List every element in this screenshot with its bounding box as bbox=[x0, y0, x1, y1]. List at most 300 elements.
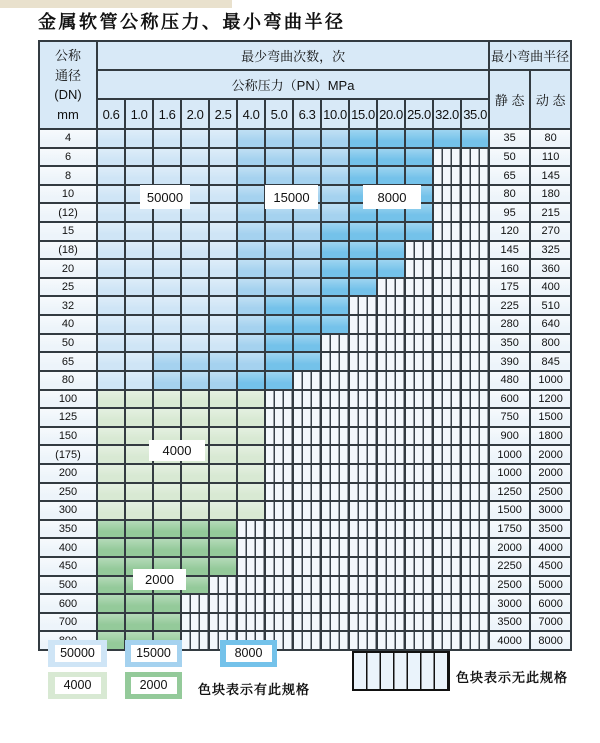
spec-cell-x bbox=[461, 148, 489, 167]
spec-cell-b3 bbox=[377, 241, 405, 260]
zone-label-2000: 2000 bbox=[133, 569, 186, 590]
spec-cell-g1 bbox=[181, 390, 209, 409]
dn-cell: 150 bbox=[39, 427, 97, 446]
table-row bbox=[39, 520, 571, 539]
spec-cell-b1 bbox=[97, 352, 125, 371]
spec-cell-b2 bbox=[237, 334, 265, 353]
dynamic-cell: 2500 bbox=[530, 483, 571, 502]
spec-cell-x bbox=[461, 371, 489, 390]
spec-cell-b1 bbox=[125, 352, 153, 371]
spec-cell-x bbox=[433, 445, 461, 464]
spec-cell-g1 bbox=[209, 445, 237, 464]
static-header: 静 态 bbox=[489, 70, 530, 129]
dynamic-cell: 845 bbox=[530, 352, 571, 371]
pressure-tick: 5.0 bbox=[265, 99, 293, 129]
spec-cell-x bbox=[461, 259, 489, 278]
pressure-tick: 35.0 bbox=[461, 99, 489, 129]
table-row bbox=[39, 352, 571, 371]
legend-value: 4000 bbox=[55, 677, 101, 694]
dynamic-cell: 8000 bbox=[530, 631, 571, 650]
spec-cell-x bbox=[433, 501, 461, 520]
spec-cell-x bbox=[349, 296, 377, 315]
spec-cell-x bbox=[237, 576, 265, 595]
table-row bbox=[39, 241, 571, 260]
spec-cell-b3 bbox=[349, 241, 377, 260]
spec-cell-b2 bbox=[237, 148, 265, 167]
spec-cell-x bbox=[349, 501, 377, 520]
spec-cell-b2 bbox=[293, 166, 321, 185]
spec-cell-b3 bbox=[461, 129, 489, 148]
dn-header-line: 通径 bbox=[54, 67, 81, 83]
static-cell: 1000 bbox=[489, 464, 530, 483]
spec-cell-g2 bbox=[153, 594, 181, 613]
spec-cell-x bbox=[433, 352, 461, 371]
dn-cell: 450 bbox=[39, 557, 97, 576]
spec-cell-x bbox=[377, 538, 405, 557]
spec-cell-x bbox=[349, 408, 377, 427]
spec-cell-b2 bbox=[237, 259, 265, 278]
spec-cell-x bbox=[433, 371, 461, 390]
spec-cell-x bbox=[433, 613, 461, 632]
dynamic-cell: 3000 bbox=[530, 501, 571, 520]
spec-cell-b3 bbox=[405, 166, 433, 185]
spec-cell-b1 bbox=[181, 334, 209, 353]
spec-cell-x bbox=[461, 185, 489, 204]
dn-cell: 10 bbox=[39, 185, 97, 204]
spec-cell-g2 bbox=[209, 557, 237, 576]
dn-cell: 100 bbox=[39, 390, 97, 409]
spec-cell-b2 bbox=[237, 296, 265, 315]
spec-cell-b2 bbox=[237, 222, 265, 241]
spec-cell-b3 bbox=[405, 222, 433, 241]
spec-cell-x bbox=[349, 594, 377, 613]
dn-cell: 50 bbox=[39, 334, 97, 353]
spec-cell-x bbox=[349, 390, 377, 409]
spec-cell-g2 bbox=[153, 538, 181, 557]
spec-cell-g1 bbox=[209, 483, 237, 502]
spec-cell-x bbox=[265, 557, 293, 576]
dynamic-header: 动 态 bbox=[530, 70, 571, 129]
spec-cell-b3 bbox=[405, 148, 433, 167]
spec-cell-b2 bbox=[265, 166, 293, 185]
dn-header-line: 公称 bbox=[54, 48, 81, 63]
dynamic-cell: 1000 bbox=[530, 371, 571, 390]
spec-cell-x bbox=[377, 408, 405, 427]
spec-cell-x bbox=[321, 594, 349, 613]
spec-cell-b1 bbox=[97, 129, 125, 148]
spec-cell-x bbox=[405, 445, 433, 464]
spec-cell-x bbox=[461, 352, 489, 371]
spec-cell-g1 bbox=[97, 445, 125, 464]
spec-cell-g1 bbox=[237, 483, 265, 502]
spec-cell-g1 bbox=[237, 445, 265, 464]
spec-cell-b1 bbox=[181, 148, 209, 167]
spec-cell-g2 bbox=[97, 576, 125, 595]
spec-cell-x bbox=[349, 520, 377, 539]
spec-cell-b3 bbox=[265, 352, 293, 371]
spec-cell-g1 bbox=[209, 501, 237, 520]
spec-cell-b3 bbox=[265, 315, 293, 334]
spec-cell-b1 bbox=[97, 222, 125, 241]
spec-cell-x bbox=[209, 576, 237, 595]
table-row bbox=[39, 631, 571, 650]
spec-cell-b1 bbox=[209, 241, 237, 260]
spec-cell-x bbox=[293, 501, 321, 520]
spec-cell-x bbox=[433, 408, 461, 427]
table-row bbox=[39, 613, 571, 632]
spec-cell-x bbox=[293, 390, 321, 409]
spec-cell-x bbox=[265, 576, 293, 595]
spec-cell-x bbox=[265, 408, 293, 427]
spec-cell-g2 bbox=[153, 520, 181, 539]
spec-cell-g1 bbox=[181, 464, 209, 483]
spec-cell-g1 bbox=[97, 501, 125, 520]
spec-cell-x bbox=[265, 594, 293, 613]
spec-cell-x bbox=[405, 241, 433, 260]
legend-swatch-8000 bbox=[220, 640, 277, 667]
spec-cell-b1 bbox=[209, 185, 237, 204]
table-row bbox=[39, 576, 571, 595]
dn-cell: 32 bbox=[39, 296, 97, 315]
spec-cell-b2 bbox=[265, 259, 293, 278]
spec-cell-x bbox=[461, 557, 489, 576]
dn-cell: 65 bbox=[39, 352, 97, 371]
table-row bbox=[39, 483, 571, 502]
spec-cell-b2 bbox=[321, 129, 349, 148]
dn-cell: 125 bbox=[39, 408, 97, 427]
spec-cell-g1 bbox=[153, 464, 181, 483]
dynamic-cell: 325 bbox=[530, 241, 571, 260]
spec-cell-b1 bbox=[209, 334, 237, 353]
static-cell: 145 bbox=[489, 241, 530, 260]
spec-cell-b3 bbox=[405, 129, 433, 148]
dynamic-cell: 800 bbox=[530, 334, 571, 353]
spec-cell-b3 bbox=[321, 222, 349, 241]
spec-cell-x bbox=[405, 371, 433, 390]
spec-cell-b1 bbox=[153, 278, 181, 297]
spec-cell-g2 bbox=[181, 520, 209, 539]
spec-cell-x bbox=[293, 594, 321, 613]
spec-cell-x bbox=[433, 259, 461, 278]
spec-cell-x bbox=[349, 576, 377, 595]
spec-cell-g2 bbox=[125, 613, 153, 632]
spec-cell-x bbox=[293, 427, 321, 446]
spec-cell-x bbox=[461, 613, 489, 632]
spec-cell-b1 bbox=[209, 315, 237, 334]
spec-cell-b1 bbox=[125, 371, 153, 390]
spec-cell-x bbox=[461, 576, 489, 595]
spec-cell-b3 bbox=[293, 296, 321, 315]
pressure-tick: 6.3 bbox=[293, 99, 321, 129]
spec-cell-g2 bbox=[125, 520, 153, 539]
zone-label-50000: 50000 bbox=[140, 185, 190, 209]
radius-header: 最小弯曲半径 bbox=[489, 41, 571, 70]
spec-cell-x bbox=[433, 334, 461, 353]
spec-cell-x bbox=[321, 352, 349, 371]
spec-table bbox=[38, 40, 572, 651]
spec-cell-x bbox=[461, 631, 489, 650]
spec-cell-b2 bbox=[153, 371, 181, 390]
table-row bbox=[39, 371, 571, 390]
spec-cell-b1 bbox=[97, 166, 125, 185]
pressure-tick: 4.0 bbox=[237, 99, 265, 129]
spec-cell-x bbox=[377, 390, 405, 409]
spec-cell-b3 bbox=[321, 278, 349, 297]
spec-cell-b3 bbox=[349, 129, 377, 148]
spec-cell-x bbox=[349, 538, 377, 557]
spec-cell-x bbox=[181, 631, 209, 650]
pressure-tick: 1.6 bbox=[153, 99, 181, 129]
spec-cell-x bbox=[321, 464, 349, 483]
dn-cell: 4 bbox=[39, 129, 97, 148]
spec-cell-x bbox=[321, 445, 349, 464]
spec-cell-x bbox=[433, 241, 461, 260]
spec-cell-b2 bbox=[237, 203, 265, 222]
spec-cell-x bbox=[321, 390, 349, 409]
spec-cell-x bbox=[433, 222, 461, 241]
spec-cell-b2 bbox=[293, 148, 321, 167]
pressure-tick: 2.0 bbox=[181, 99, 209, 129]
spec-cell-x bbox=[265, 427, 293, 446]
spec-cell-x bbox=[405, 464, 433, 483]
spec-cell-x bbox=[433, 203, 461, 222]
static-cell: 95 bbox=[489, 203, 530, 222]
legend-value: 15000 bbox=[131, 645, 177, 662]
spec-cell-x bbox=[433, 464, 461, 483]
pressure-tick: 25.0 bbox=[405, 99, 433, 129]
spec-cell-g1 bbox=[125, 501, 153, 520]
spec-cell-b1 bbox=[181, 166, 209, 185]
dynamic-cell: 1800 bbox=[530, 427, 571, 446]
spec-cell-b1 bbox=[209, 278, 237, 297]
spec-cell-x bbox=[433, 390, 461, 409]
static-cell: 3000 bbox=[489, 594, 530, 613]
dynamic-cell: 3500 bbox=[530, 520, 571, 539]
spec-cell-x bbox=[433, 148, 461, 167]
dynamic-cell: 4000 bbox=[530, 538, 571, 557]
spec-cell-x bbox=[321, 613, 349, 632]
dynamic-cell: 2000 bbox=[530, 464, 571, 483]
spec-cell-x bbox=[181, 594, 209, 613]
spec-cell-x bbox=[237, 538, 265, 557]
spec-cell-x bbox=[293, 538, 321, 557]
spec-cell-x bbox=[405, 352, 433, 371]
spec-cell-x bbox=[293, 520, 321, 539]
spec-cell-x bbox=[461, 520, 489, 539]
spec-cell-b2 bbox=[293, 222, 321, 241]
spec-cell-b1 bbox=[153, 241, 181, 260]
spec-cell-x bbox=[377, 501, 405, 520]
dynamic-cell: 4500 bbox=[530, 557, 571, 576]
spec-cell-x bbox=[293, 464, 321, 483]
spec-cell-g1 bbox=[97, 427, 125, 446]
spec-cell-b2 bbox=[237, 166, 265, 185]
spec-cell-x bbox=[181, 613, 209, 632]
spec-cell-g1 bbox=[153, 408, 181, 427]
dn-cell: 25 bbox=[39, 278, 97, 297]
spec-cell-x bbox=[377, 315, 405, 334]
spec-cell-x bbox=[293, 557, 321, 576]
spec-cell-x bbox=[461, 315, 489, 334]
spec-cell-x bbox=[405, 557, 433, 576]
legend-has-spec-text: 色块表示有此规格 bbox=[198, 682, 311, 697]
spec-cell-b1 bbox=[97, 334, 125, 353]
legend-value: 50000 bbox=[55, 645, 101, 662]
spec-cell-b1 bbox=[209, 129, 237, 148]
spec-cell-b1 bbox=[125, 166, 153, 185]
spec-cell-g2 bbox=[209, 538, 237, 557]
spec-cell-b1 bbox=[153, 148, 181, 167]
spec-cell-x bbox=[461, 538, 489, 557]
spec-cell-x bbox=[265, 520, 293, 539]
spec-cell-b1 bbox=[181, 222, 209, 241]
spec-cell-b3 bbox=[349, 259, 377, 278]
spec-cell-x bbox=[405, 427, 433, 446]
spec-cell-b1 bbox=[181, 315, 209, 334]
spec-cell-x bbox=[321, 483, 349, 502]
spec-cell-b1 bbox=[97, 296, 125, 315]
spec-cell-x bbox=[433, 594, 461, 613]
spec-cell-b1 bbox=[153, 166, 181, 185]
spec-cell-b1 bbox=[153, 129, 181, 148]
spec-cell-b2 bbox=[237, 278, 265, 297]
dn-cell: 500 bbox=[39, 576, 97, 595]
dn-cell: (18) bbox=[39, 241, 97, 260]
table-row bbox=[39, 464, 571, 483]
spec-cell-b3 bbox=[349, 166, 377, 185]
spec-cell-x bbox=[265, 483, 293, 502]
spec-cell-b1 bbox=[153, 334, 181, 353]
spec-cell-b1 bbox=[97, 185, 125, 204]
spec-cell-b3 bbox=[321, 241, 349, 260]
spec-cell-g1 bbox=[153, 390, 181, 409]
spec-cell-g1 bbox=[237, 390, 265, 409]
spec-cell-x bbox=[405, 278, 433, 297]
spec-cell-g1 bbox=[237, 464, 265, 483]
spec-cell-b1 bbox=[153, 315, 181, 334]
spec-cell-b1 bbox=[181, 129, 209, 148]
spec-cell-x bbox=[349, 427, 377, 446]
spec-cell-b3 bbox=[321, 315, 349, 334]
spec-cell-b3 bbox=[377, 259, 405, 278]
dn-cell: 15 bbox=[39, 222, 97, 241]
table-row bbox=[39, 557, 571, 576]
spec-cell-x bbox=[405, 501, 433, 520]
spec-cell-g2 bbox=[97, 613, 125, 632]
spec-cell-x bbox=[349, 371, 377, 390]
spec-cell-b3 bbox=[433, 129, 461, 148]
static-cell: 50 bbox=[489, 148, 530, 167]
spec-cell-x bbox=[377, 594, 405, 613]
dynamic-cell: 2000 bbox=[530, 445, 571, 464]
spec-cell-b3 bbox=[293, 334, 321, 353]
spec-cell-b2 bbox=[153, 352, 181, 371]
spec-cell-b2 bbox=[181, 371, 209, 390]
spec-cell-g1 bbox=[209, 408, 237, 427]
spec-cell-x bbox=[433, 557, 461, 576]
spec-cell-x bbox=[377, 576, 405, 595]
spec-cell-x bbox=[321, 557, 349, 576]
spec-cell-b1 bbox=[153, 296, 181, 315]
spec-cell-x bbox=[265, 613, 293, 632]
table-row bbox=[39, 166, 571, 185]
spec-cell-g1 bbox=[97, 483, 125, 502]
static-cell: 2250 bbox=[489, 557, 530, 576]
static-cell: 225 bbox=[489, 296, 530, 315]
legend-value: 2000 bbox=[131, 677, 177, 694]
spec-cell-x bbox=[461, 427, 489, 446]
spec-cell-b3 bbox=[377, 129, 405, 148]
spec-cell-g2 bbox=[97, 594, 125, 613]
static-cell: 1750 bbox=[489, 520, 530, 539]
spec-cell-b2 bbox=[237, 241, 265, 260]
spec-cell-g1 bbox=[237, 501, 265, 520]
spec-cell-x bbox=[237, 594, 265, 613]
static-cell: 35 bbox=[489, 129, 530, 148]
dn-cell: 8 bbox=[39, 166, 97, 185]
spec-cell-b2 bbox=[293, 241, 321, 260]
table-row bbox=[39, 538, 571, 557]
spec-cell-x bbox=[433, 483, 461, 502]
dynamic-cell: 270 bbox=[530, 222, 571, 241]
spec-cell-x bbox=[377, 352, 405, 371]
dn-cell: 6 bbox=[39, 148, 97, 167]
spec-cell-x bbox=[461, 408, 489, 427]
spec-cell-x bbox=[405, 613, 433, 632]
static-cell: 160 bbox=[489, 259, 530, 278]
spec-cell-x bbox=[405, 594, 433, 613]
spec-cell-x bbox=[405, 408, 433, 427]
spec-cell-x bbox=[461, 501, 489, 520]
dynamic-cell: 180 bbox=[530, 185, 571, 204]
spec-cell-x bbox=[405, 315, 433, 334]
spec-cell-g1 bbox=[125, 408, 153, 427]
spec-cell-b3 bbox=[349, 148, 377, 167]
static-cell: 390 bbox=[489, 352, 530, 371]
static-cell: 350 bbox=[489, 334, 530, 353]
spec-cell-b3 bbox=[265, 334, 293, 353]
spec-cell-x bbox=[461, 390, 489, 409]
dynamic-cell: 5000 bbox=[530, 576, 571, 595]
spec-cell-x bbox=[265, 464, 293, 483]
spec-cell-b2 bbox=[321, 203, 349, 222]
spec-cell-x bbox=[461, 445, 489, 464]
dynamic-cell: 110 bbox=[530, 148, 571, 167]
spec-cell-g2 bbox=[153, 613, 181, 632]
spec-cell-g1 bbox=[125, 464, 153, 483]
table-row bbox=[39, 278, 571, 297]
spec-cell-x bbox=[237, 520, 265, 539]
spec-cell-x bbox=[377, 520, 405, 539]
spec-cell-b3 bbox=[293, 352, 321, 371]
pressure-header: 公称压力（PN）MPa bbox=[97, 70, 489, 99]
spec-cell-x bbox=[321, 520, 349, 539]
dn-header bbox=[39, 41, 97, 129]
spec-cell-b2 bbox=[237, 185, 265, 204]
spec-cell-g1 bbox=[97, 408, 125, 427]
spec-cell-b2 bbox=[265, 241, 293, 260]
dn-cell: 200 bbox=[39, 464, 97, 483]
dn-cell: 350 bbox=[39, 520, 97, 539]
spec-cell-x bbox=[349, 631, 377, 650]
table-row bbox=[39, 408, 571, 427]
dynamic-cell: 1500 bbox=[530, 408, 571, 427]
spec-cell-g2 bbox=[97, 557, 125, 576]
spec-cell-g1 bbox=[209, 464, 237, 483]
zone-label-15000: 15000 bbox=[265, 185, 318, 209]
static-cell: 750 bbox=[489, 408, 530, 427]
static-cell: 1000 bbox=[489, 445, 530, 464]
